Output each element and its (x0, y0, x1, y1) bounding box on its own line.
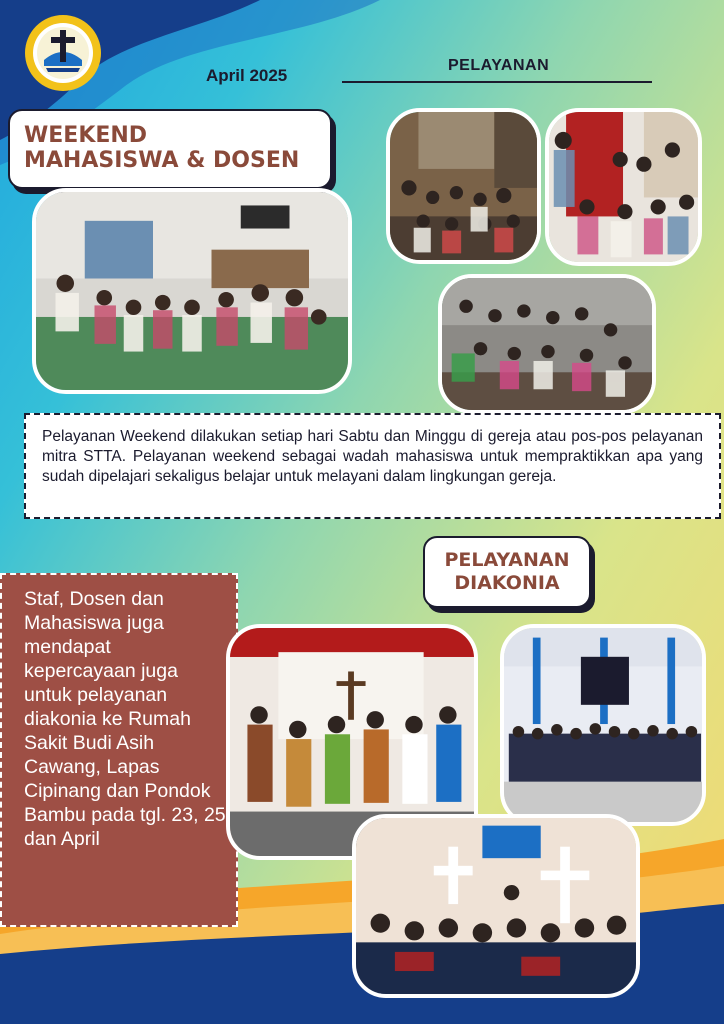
weekend-photo-group-1 (386, 108, 541, 264)
weekend-title-line2: MAHASISWA & DOSEN (24, 148, 300, 173)
header-divider (342, 81, 652, 83)
weekend-title-line1: WEEKEND (24, 123, 148, 148)
issue-month: April 2025 (206, 66, 288, 85)
weekend-photo-group-2 (545, 108, 702, 266)
weekend-title-box (8, 109, 332, 189)
diakonia-description-box (0, 573, 238, 927)
weekend-photo-group-3 (438, 274, 656, 414)
weekend-description-box (24, 413, 721, 519)
diakonia-photo-classroom (352, 814, 640, 998)
diakonia-title-box (423, 536, 591, 608)
diakonia-title-line2: DIAKONIA (454, 572, 560, 594)
weekend-description: Pelayanan Weekend dilakukan setiap hari Sabtu dan Minggu di gereja atau pos-pos pelayanan mitra STTA. Pelayanan weekend sebagai wadah mahasiswa untuk mempraktikkan apa yang sudah dipelajari sekaligus belajar untuk melayani dalam lingkungan gereja. (42, 428, 703, 485)
weekend-photo-room (32, 188, 352, 394)
diakonia-photo-hall (500, 624, 706, 826)
diakonia-description: Staf, Dosen dan Mahasiswa juga mendapat kepercayaan juga untuk pelayanan diakonia ke Rumah Sakit Budi Asih Cawang, Lapas Cipinang dan Pondok Bambu pada tgl. 23, 25 dan April (24, 588, 226, 850)
school-logo (24, 14, 102, 92)
section-label: PELAYANAN (448, 57, 550, 74)
diakonia-title-line1: PELAYANAN (444, 549, 570, 571)
